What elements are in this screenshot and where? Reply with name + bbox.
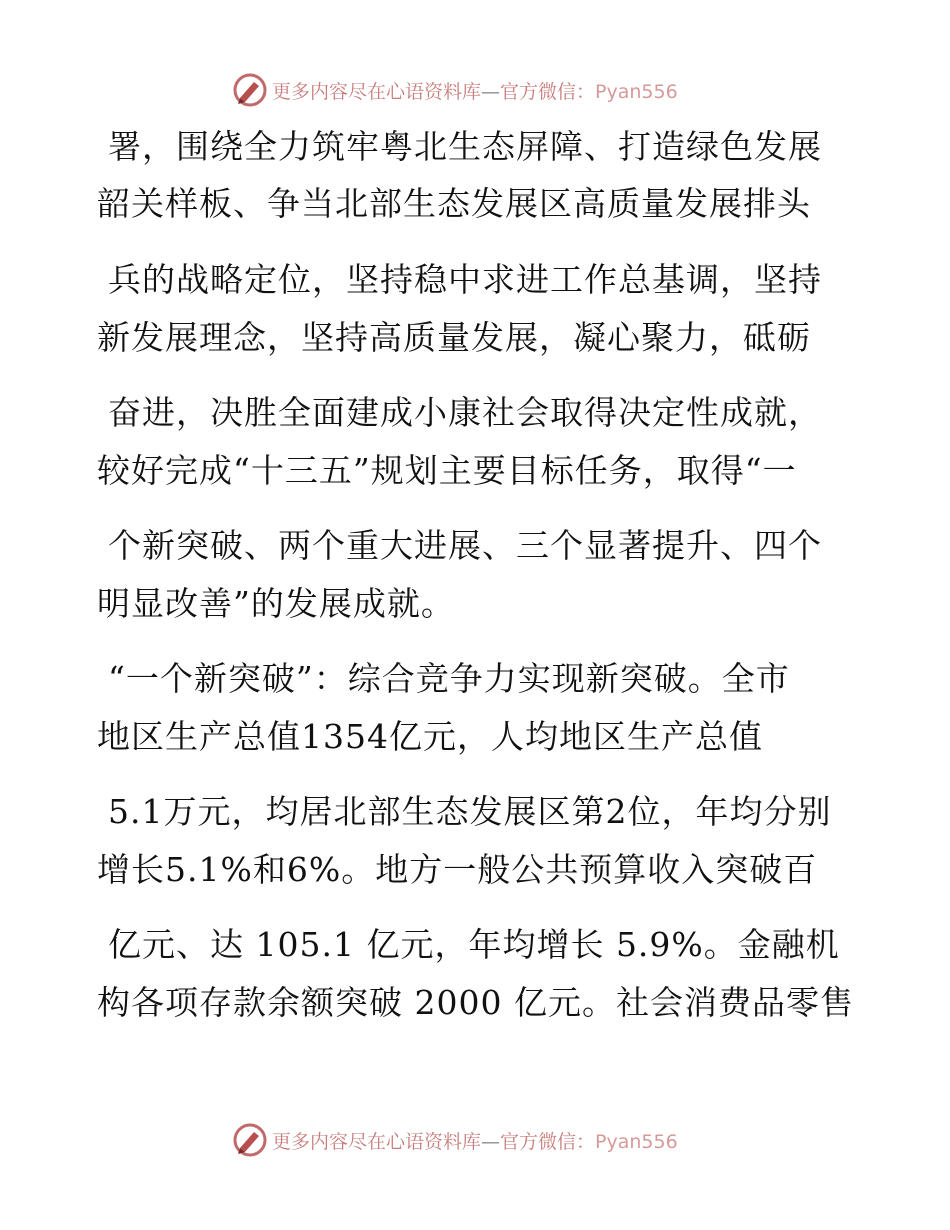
body-line: 5.1万元，均居北部生态发展区第2位，年均分别 [108,792,832,831]
body-line: 地区生产总值1354亿元，人均地区生产总值 [97,717,763,756]
watermark-main-text: 更多内容尽在心语资料库 [272,1130,482,1153]
watermark-wechat-id: Pyan556 [595,80,678,103]
watermark-text [272,1127,678,1154]
watermark-official-label: 官方微信： [500,1130,596,1153]
watermark-wechat-id: Pyan556 [595,1130,678,1153]
body-line: 个新突破、两个重大进展、三个显著提升、四个 [108,526,822,565]
pen-logo-icon [232,72,268,108]
body-line: “一个新突破”：综合竞争力实现新突破。全市 [108,659,790,698]
watermark-official-label: 官方微信： [500,80,596,103]
watermark-separator: — [481,1130,501,1153]
body-line: 明显改善”的发展成就。 [97,584,455,623]
watermark-main-text: 更多内容尽在心语资料库 [272,80,482,103]
body-line: 亿元、达 105.1 亿元，年均增长 5.9%。金融机 [108,925,840,964]
body-line: 新发展理念，坚持高质量发展，凝心聚力，砥砺 [97,318,811,357]
body-line: 增长5.1%和6%。地方一般公共预算收入突破百 [97,850,818,889]
pen-logo-icon [232,1122,268,1158]
body-line: 较好完成“十三五”规划主要目标任务，取得“一 [97,451,797,490]
footer-watermark [232,1122,678,1158]
body-line: 署，围绕全力筑牢粤北生态屏障、打造绿色发展 [108,127,822,166]
header-watermark [232,72,678,108]
body-line: 奋进，决胜全面建成小康社会取得决定性成就， [108,393,822,432]
body-line: 构各项存款余额突破 2000 亿元。社会消费品零售 [97,983,854,1022]
body-line: 韶关样板、争当北部生态发展区高质量发展排头 [97,184,811,223]
watermark-separator: — [481,80,501,103]
watermark-text [272,77,678,104]
body-line: 兵的战略定位，坚持稳中求进工作总基调，坚持 [108,260,822,299]
